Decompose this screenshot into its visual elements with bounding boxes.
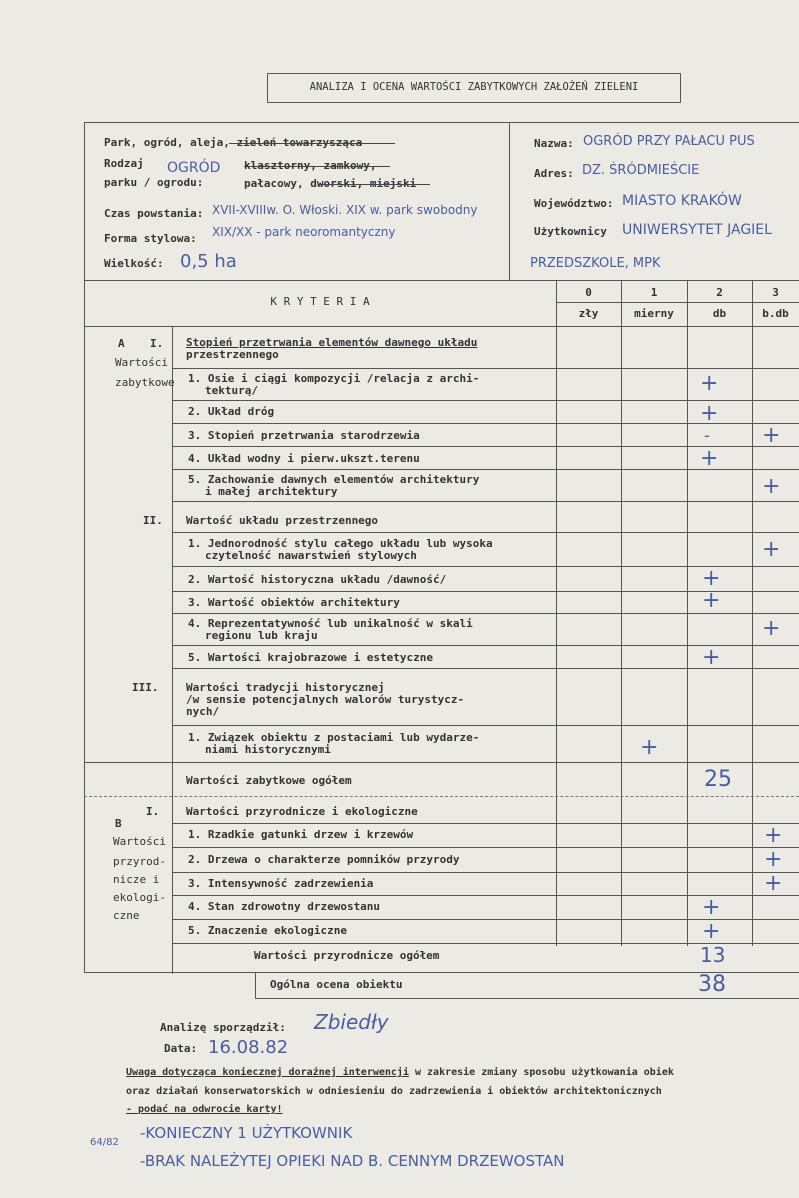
item-b-1: 1. Rzadkie gatunki drzew i krzewów: [188, 828, 414, 841]
group-3-title-3: nych/: [186, 705, 220, 718]
wojewodztwo-label: Województwo:: [534, 197, 614, 210]
czas-label: Czas powstania:: [104, 207, 204, 220]
types-line-1: klasztorny, zamkowy,: [244, 159, 377, 172]
zabytkowe-total-value: 25: [704, 767, 732, 792]
group-2-title: Wartość układu przestrzennego: [186, 514, 379, 527]
section-b-label-1: Wartości: [113, 835, 166, 848]
item-a1-2: 2. Układ dróg: [188, 405, 275, 418]
item-a2-4: 4. Reprezentatywność lub unikalność w skali: [188, 617, 473, 630]
group-1-title-2: przestrzennego: [186, 348, 279, 361]
uwaga-line-2: oraz działań konserwatorskich w odniesieniu do zadrzewienia i obiektów architektonicznych: [126, 1086, 662, 1097]
col-3-num: 3: [772, 286, 779, 299]
item-a1-3: 3. Stopień przetrwania starodrzewia: [188, 429, 420, 442]
section-b-label-3: nicze i: [113, 873, 160, 886]
section-b-title: Wartości przyrodnicze i ekologiczne: [186, 805, 418, 818]
adres-label: Adres:: [534, 167, 574, 180]
mark-a1-2-db: +: [700, 401, 719, 426]
date-label: Data:: [164, 1042, 198, 1055]
signature: Zbiedły: [314, 1010, 389, 1034]
mark-a2-4-bdb: +: [762, 616, 781, 641]
col-1-label: mierny: [634, 307, 674, 320]
mark-a2-1-bdb: +: [762, 537, 781, 562]
item-a2-3: 3. Wartość obiektów architektury: [188, 596, 400, 609]
mark-b-2-bdb: +: [764, 847, 783, 872]
document-title: ANALIZA I OCENA WARTOŚCI ZABYTKOWYCH ZAŁOŻEŃ ZIELENI: [309, 81, 639, 93]
overall-label: Ogólna ocena obiektu: [270, 978, 403, 991]
section-b-label-2: przyrod-: [113, 855, 166, 868]
nazwa-label: Nazwa:: [534, 137, 574, 150]
mark-a2-2-db: +: [702, 566, 721, 591]
item-a2-2: 2. Wartość historyczna układu /dawność/: [188, 573, 447, 586]
mark-b-4-db: +: [702, 895, 721, 920]
mark-a2-3-db: +: [702, 588, 721, 613]
col-1-num: 1: [650, 286, 658, 299]
item-a1-1: 1. Osie i ciągi kompozycji /relacja z archi-: [188, 372, 480, 385]
adres-value: DZ. ŚRÓDMIEŚCIE: [582, 163, 700, 178]
wielkosc-label: Wielkość:: [104, 257, 164, 270]
mark-a1-3-bdb: +: [762, 423, 781, 448]
kryteria-label: K R Y T E R I A: [270, 295, 370, 308]
group-3-title-2: /w sensie potencjalnych walorów turystycz-: [186, 693, 465, 706]
wielkosc-value: 0,5 ha: [180, 251, 237, 272]
item-a3-1b: niami historycznymi: [205, 743, 331, 756]
section-b-roman: I.: [146, 805, 160, 818]
parku-ogrodu-label: parku / ogrodu:: [104, 176, 204, 189]
overall-value: 38: [698, 972, 726, 997]
section-a-roman: I.: [150, 337, 164, 350]
mark-a2-5-db: +: [702, 645, 721, 670]
uzytkownicy-value: UNIWERSYTET JAGIEL: [622, 222, 772, 238]
col-0-label: zły: [578, 307, 599, 320]
section-a-label-2: zabytkowe: [115, 376, 175, 389]
section-b-letter: B: [115, 817, 122, 830]
col-3-label: b.db: [762, 307, 789, 320]
types-line-2: pałacowy, dworski, miejski: [244, 177, 417, 190]
rodzaj-label: Rodzaj: [104, 157, 144, 170]
col-2-label: db: [712, 307, 727, 320]
item-b-5: 5. Znaczenie ekologiczne: [188, 924, 347, 937]
rodzaj-value: OGRÓD: [167, 160, 221, 176]
park-type-text: Park, ogród, aleja, zieleń towarzysząca: [104, 136, 363, 149]
item-a2-4b: regionu lub kraju: [205, 629, 318, 642]
uwaga-line-3: - podać na odwrocie karty!: [126, 1104, 283, 1115]
mark-a1-5-bdb: +: [762, 474, 781, 499]
section-a-label-1: Wartości: [115, 356, 168, 369]
uzytkownicy-label: Użytkownicy: [534, 225, 607, 238]
col-2-num: 2: [716, 286, 723, 299]
handwritten-note-1: -KONIECZNY 1 UŻYTKOWNIK: [140, 1124, 353, 1142]
item-a2-5: 5. Wartości krajobrazowe i estetyczne: [188, 651, 434, 664]
col-0-num: 0: [585, 286, 592, 299]
zabytkowe-total-label: Wartości zabytkowe ogółem: [186, 774, 352, 787]
item-a1-5b: i małej architektury: [205, 485, 338, 498]
item-a1-5: 5. Zachowanie dawnych elementów architektury: [188, 473, 480, 486]
nazwa-value: OGRÓD PRZY PAŁACU PUS: [583, 134, 755, 149]
przyrodnicze-total-value: 13: [700, 943, 726, 967]
wojewodztwo-value: MIASTO KRAKÓW: [622, 193, 742, 209]
forma-label: Forma stylowa:: [104, 232, 197, 245]
item-a3-1: 1. Związek obiektu z postaciami lub wydarze-: [188, 731, 480, 744]
przyrodnicze-total-label: Wartości przyrodnicze ogółem: [254, 949, 440, 962]
mark-b-1-bdb: +: [764, 823, 783, 848]
group-2-roman: II.: [143, 514, 163, 527]
item-b-3: 3. Intensywność zadrzewienia: [188, 877, 374, 890]
item-b-4: 4. Stan zdrowotny drzewostanu: [188, 900, 381, 913]
page-number: 64/82: [90, 1137, 119, 1148]
item-a2-1: 1. Jednorodność stylu całego układu lub wysoka: [188, 537, 493, 550]
section-b-label-4: ekologi-: [113, 891, 166, 904]
item-a2-1b: czytelność nawarstwień stylowych: [205, 549, 417, 562]
item-a1-1b: tekturą/: [205, 384, 258, 397]
group-1-title-1: Stopień przetrwania elementów dawnego układu: [186, 336, 478, 349]
uzytkownicy-value-2: PRZEDSZKOLE, MPK: [530, 256, 661, 271]
forma-value: XIX/XX - park neoromantyczny: [212, 225, 396, 239]
mark-b-3-bdb: +: [764, 871, 783, 896]
section-b-label-5: czne: [113, 909, 140, 922]
item-b-2: 2. Drzewa o charakterze pomników przyrody: [188, 853, 460, 866]
czas-value: XVII-XVIIIw. O. Włoski. XIX w. park swobodny: [212, 203, 478, 217]
section-a-letter: A: [118, 337, 125, 350]
date-value: 16.08.82: [208, 1037, 289, 1058]
mark-a1-1-db: +: [700, 371, 719, 396]
mark-b-5-db: +: [702, 919, 721, 944]
group-3-roman: III.: [132, 681, 159, 694]
group-3-title-1: Wartości tradycji historycznej: [186, 681, 385, 694]
analysis-label: Analizę sporządził:: [160, 1021, 286, 1034]
mark-a1-3-db-dash: -: [704, 426, 710, 445]
uwaga-line-1: Uwaga dotycząca koniecznej doraźnej interwencji w zakresie zmiany sposobu użytkowania obiek: [126, 1067, 674, 1078]
handwritten-note-2: -BRAK NALEŻYTEJ OPIEKI NAD B. CENNYM DRZEWOSTAN: [140, 1152, 565, 1170]
mark-a3-1-mierny: +: [640, 735, 659, 760]
item-a1-4: 4. Układ wodny i pierw.ukszt.terenu: [188, 452, 420, 465]
mark-a1-4-db: +: [700, 446, 719, 471]
